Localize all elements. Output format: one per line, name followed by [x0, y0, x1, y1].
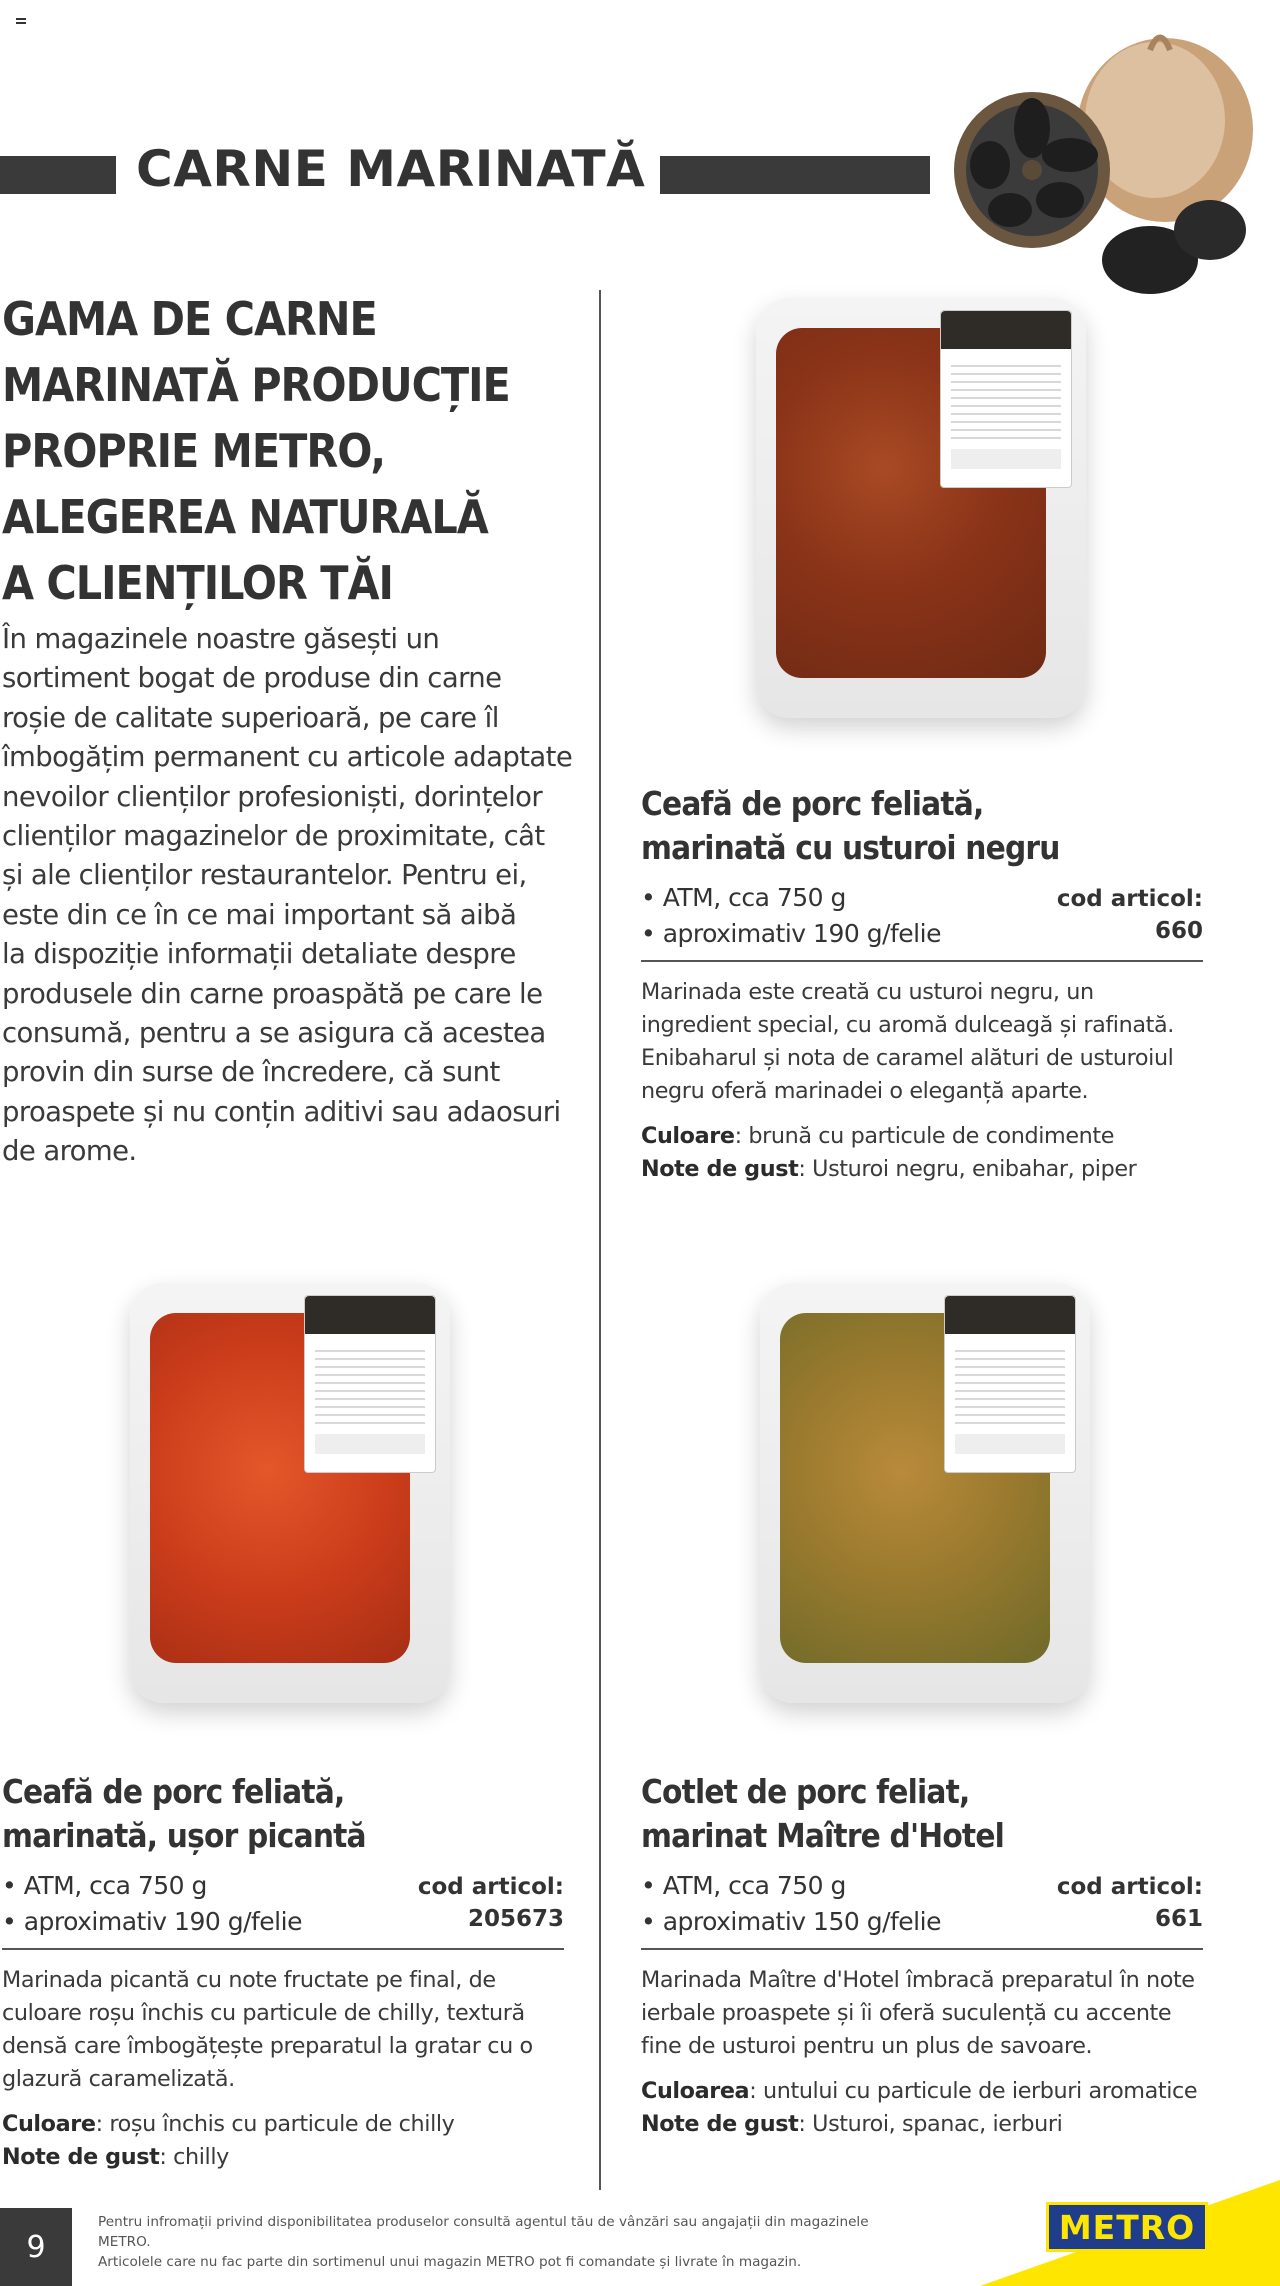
separator — [641, 960, 1203, 962]
code-label: cod articol: — [417, 1874, 564, 1900]
intro-title: GAMA DE CARNE MARINATĂ PRODUCȚIE PROPRIE METRO, ALEGEREA NATURALĂ A CLIENȚILOR TĂI — [2, 292, 510, 610]
page-number: 9 — [0, 2208, 72, 2286]
separator — [2, 1948, 564, 1950]
page-title: CARNE MARINATĂ — [136, 140, 646, 198]
product-spec: • ATM, cca 750 g • aproximativ 150 g/felie — [641, 1871, 941, 1936]
separator — [641, 1948, 1203, 1950]
header-bar-left — [0, 156, 116, 194]
product-title: Cotlet de porc feliat, marinat Maître d'Hotel — [641, 1772, 1005, 1855]
header-bar-right — [660, 156, 930, 194]
footer-note: Pentru infromații privind disponibilitatea produselor consultă agentul tău de vânzări sau angajații din magazinele METRO. Articolele care nu fac parte din sortimenul unui magazin METRO pot fi comandate și livrate în magazin. — [98, 2214, 869, 2270]
intro-paragraph: În magazinele noastre găsești un sortiment bogat de produse din carne roșie de calitate superioară, pe care îl îmbogățim permanent cu articole adaptate nevoilor clienților profesioniști, dorințelor clienților magazinelor de proximitate, cât și ale clienților restaurantelor. Pentru ei, este din ce în ce mai important să aibă la dispoziție informații detaliate despre produsele din carne proaspătă pe care le consumă, pentru a se asigura că acestea provin din surse de încredere, că sunt proaspete și nu conțin aditivi sau adaosuri de arome. — [2, 623, 573, 1168]
product-title: Ceafă de porc feliată, marinată, ușor picantă — [2, 1772, 366, 1855]
product-taste: Note de gust: chilly — [2, 2144, 229, 2170]
product-color: Culoare: roșu închis cu particule de chilly — [2, 2111, 455, 2137]
product-image-maitre-hotel-pork — [760, 1283, 1090, 1703]
product-taste: Note de gust: Usturoi, spanac, ierburi — [641, 2111, 1063, 2137]
product-card-205673 — [2, 1770, 564, 2174]
product-description: Marinada picantă cu note fructate pe final, de culoare roșu închis cu particule de chilly, textură densă care îmbogățește preparatul la gratar cu o glazură caramelizată. — [2, 1967, 533, 2092]
code-label: cod articol: — [1056, 886, 1203, 912]
column-divider — [599, 290, 601, 2190]
product-spec: • ATM, cca 750 g • aproximativ 190 g/felie — [2, 1871, 302, 1936]
product-color: Culoare: brună cu particule de condimente — [641, 1123, 1115, 1149]
black-garlic-image — [920, 20, 1260, 310]
product-card-660 — [641, 782, 1203, 1186]
product-image-spicy-pork — [130, 1283, 450, 1703]
product-spec: • ATM, cca 750 g • aproximativ 190 g/felie — [641, 883, 941, 948]
menu-icon[interactable] — [16, 18, 26, 26]
product-description: Marinada este creată cu usturoi negru, un ingredient special, cu aromă dulceagă și rafinată. Enibaharul și nota de caramel alături de usturoiul negru oferă marinadei o eleganță aparte. — [641, 979, 1174, 1104]
code-label: cod articol: — [1056, 1874, 1203, 1900]
product-title: Ceafă de porc feliată, marinată cu usturoi negru — [641, 784, 1060, 867]
article-code: 661 — [1154, 1906, 1203, 1932]
product-description: Marinada Maître d'Hotel îmbracă preparatul în note ierbale proaspete și îi oferă suculență cu accente fine de usturoi pentru un plus de savoare. — [641, 1967, 1195, 2059]
product-image-black-garlic-pork — [756, 298, 1086, 718]
product-card-661 — [641, 1770, 1203, 2141]
article-code: 660 — [1154, 918, 1203, 944]
product-color: Culoarea: untului cu particule de ierburi aromatice — [641, 2078, 1198, 2104]
metro-logo: METRO — [1046, 2202, 1208, 2252]
article-code: 205673 — [467, 1906, 564, 1932]
product-taste: Note de gust: Usturoi negru, enibahar, piper — [641, 1156, 1137, 1182]
